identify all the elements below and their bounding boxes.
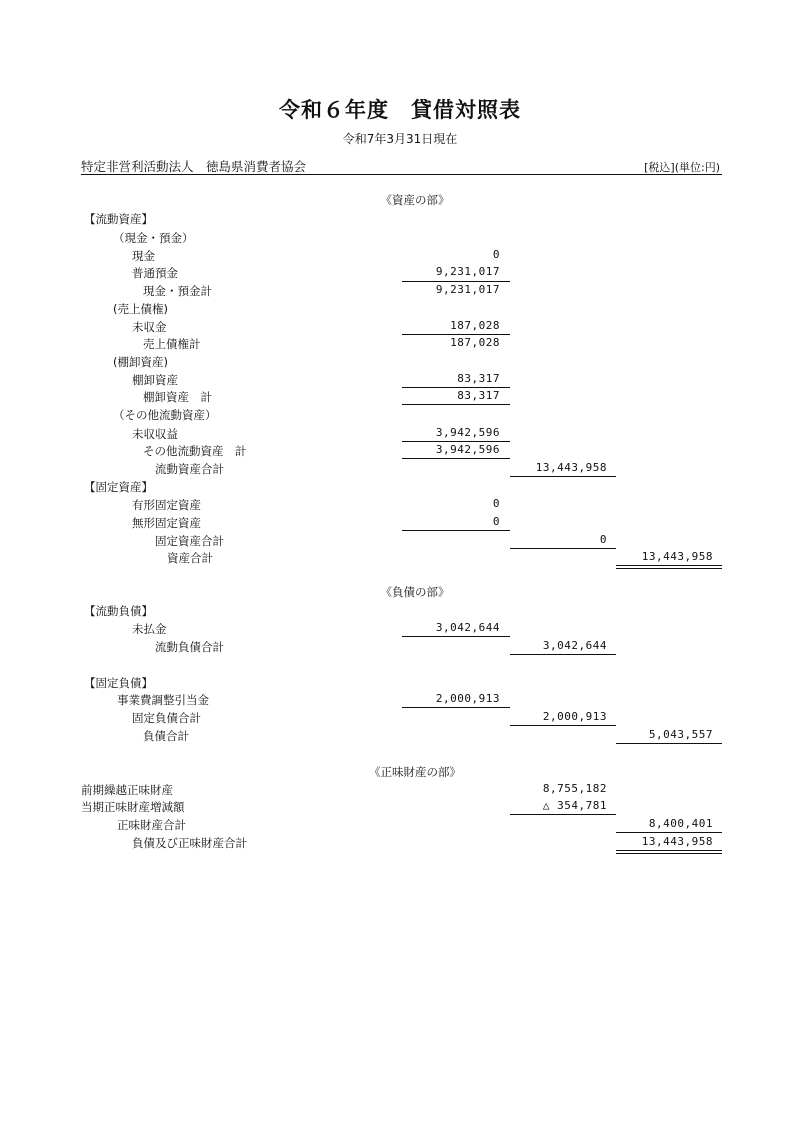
rule [402,530,510,531]
inventory-heading: (棚卸資産) [113,355,168,369]
rule [402,441,510,442]
inventory-assets-value: 83,317 [457,372,500,385]
grand-total-value: 13,443,958 [641,835,713,848]
double-rule [616,565,722,569]
current-liabilities-heading: 【流動負債】 [84,604,153,618]
inventory-assets-label: 棚卸資産 [132,373,178,387]
accrued-revenue-value: 3,942,596 [435,426,500,439]
fixed-assets-total-label: 固定資産合計 [155,534,224,548]
net-assets-section-title: 《正味財産の部》 [369,765,461,779]
accounts-receivable-label: 未収金 [132,320,167,334]
cash-deposits-heading: （現金・預金） [113,231,194,245]
cash-deposits-total-label: 現金・預金計 [143,284,212,298]
receivables-total-label: 売上債権計 [143,337,201,351]
current-assets-total-label: 流動資産合計 [155,462,224,476]
rule [616,743,722,744]
rule [402,636,510,637]
ordinary-deposit-value: 9,231,017 [435,265,500,278]
unit-note: [税込](単位:円) [644,161,720,174]
cash-deposits-total-value: 9,231,017 [435,283,500,296]
receivables-total-value: 187,028 [450,336,500,349]
rule [402,707,510,708]
rule [402,458,510,459]
intangible-label: 無形固定資産 [132,516,201,530]
cash-value: 0 [492,248,500,261]
other-current-total-label: その他流動資産 計 [143,444,247,458]
accounts-payable-value: 3,042,644 [435,621,500,634]
cash-label: 現金 [132,249,155,263]
assets-total-label: 資産合計 [167,551,213,565]
net-assets-total-value: 8,400,401 [648,817,713,830]
other-current-total-value: 3,942,596 [435,443,500,456]
accrued-revenue-label: 未収収益 [132,427,178,441]
tangible-label: 有形固定資産 [132,498,201,512]
fixed-liabilities-heading: 【固定負債】 [84,676,153,690]
fixed-assets-heading: 【固定資産】 [84,480,153,494]
rule [616,832,722,833]
rule [402,404,510,405]
rule [402,281,510,282]
rule [510,725,616,726]
change-value: △ 354,781 [542,799,607,812]
fixed-liabilities-total-value: 2,000,913 [542,710,607,723]
current-assets-heading: 【流動資産】 [84,212,153,226]
adjustment-reserve-label: 事業費調整引当金 [117,693,209,707]
rule [510,476,616,477]
grand-total-label: 負債及び正味財産合計 [132,836,247,850]
organization-name: 特定非営利活動法人 徳島県消費者協会 [81,159,307,174]
rule [402,334,510,335]
adjustment-reserve-value: 2,000,913 [435,692,500,705]
liabilities-total-value: 5,043,557 [648,728,713,741]
receivables-heading: (売上債権) [113,302,168,316]
current-liabilities-total-label: 流動負債合計 [155,640,224,654]
page-title: 令和６年度 貸借対照表 [279,98,521,122]
inventory-total-value: 83,317 [457,389,500,402]
brought-forward-label: 前期繰越正味財産 [81,783,173,797]
rule [510,654,616,655]
ordinary-deposit-label: 普通預金 [132,266,178,280]
brought-forward-value: 8,755,182 [542,782,607,795]
inventory-total-label: 棚卸資産 計 [143,390,212,404]
change-label: 当期正味財産増減額 [81,800,185,814]
rule [510,814,616,815]
double-rule [616,850,722,854]
rule [402,387,510,388]
fixed-assets-total-value: 0 [599,533,607,546]
tangible-value: 0 [492,497,500,510]
assets-section-title: 《資産の部》 [380,193,450,207]
accounts-receivable-value: 187,028 [450,319,500,332]
current-liabilities-total-value: 3,042,644 [542,639,607,652]
current-assets-total-value: 13,443,958 [535,461,607,474]
assets-total-value: 13,443,958 [641,550,713,563]
net-assets-total-label: 正味財産合計 [117,818,186,832]
intangible-value: 0 [492,515,500,528]
accounts-payable-label: 未払金 [132,622,167,636]
fixed-liabilities-total-label: 固定負債合計 [132,711,201,725]
rule [510,548,616,549]
report-date: 令和7年3月31日現在 [342,132,458,146]
liabilities-section-title: 《負債の部》 [380,585,450,599]
header-divider [81,174,722,175]
other-current-heading: （その他流動資産） [113,408,217,422]
liabilities-total-label: 負債合計 [143,729,189,743]
